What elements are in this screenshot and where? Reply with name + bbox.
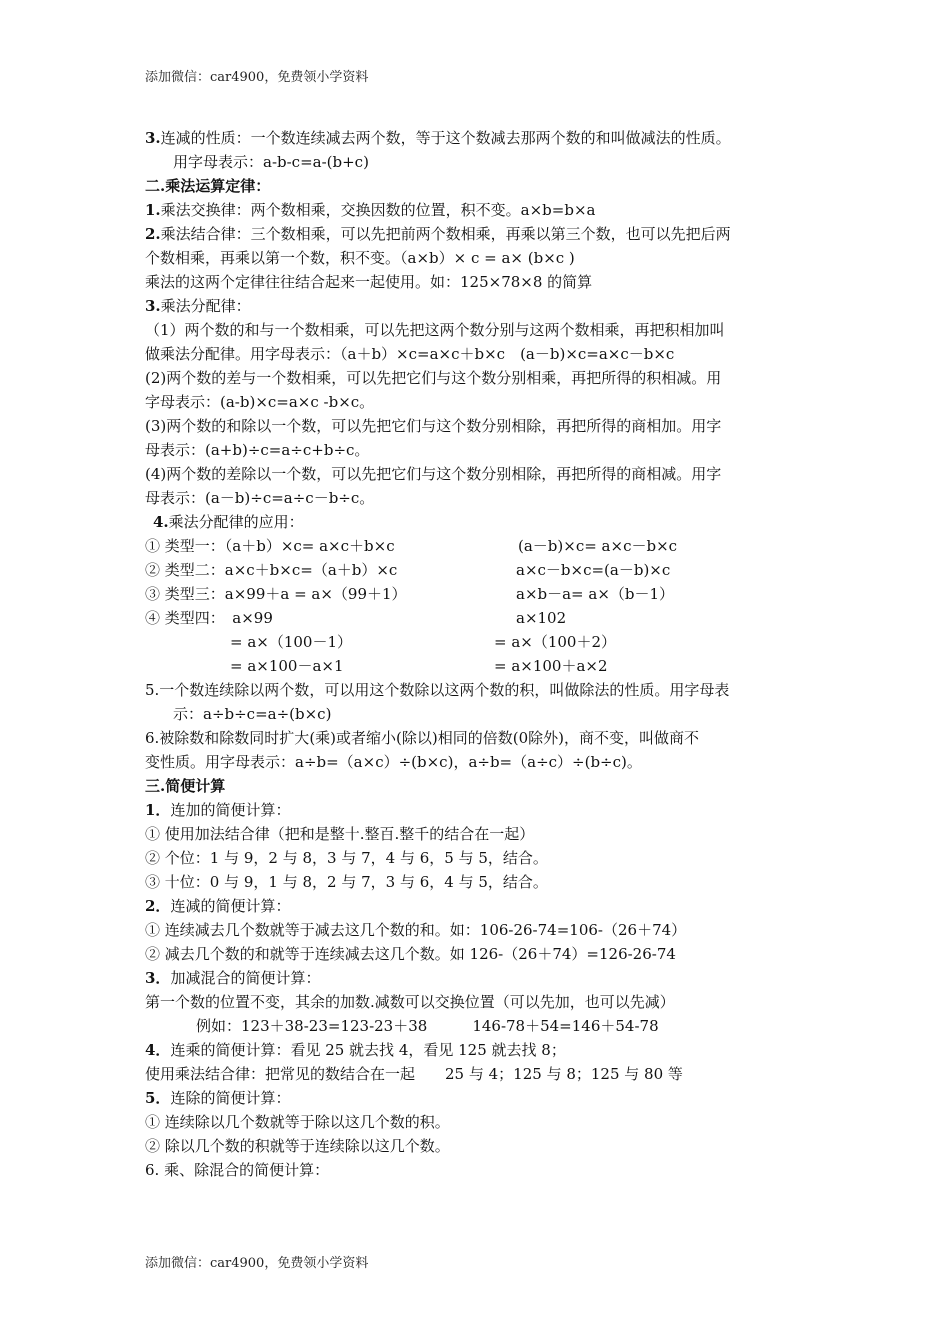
item-number: 1． [145,801,171,819]
type4-step2-left: = a×100－a×1 [230,657,344,675]
type3-left: ③ 类型三：a×99＋a = a×（99＋1） [145,585,407,603]
item-number: 3. [145,297,161,315]
line-mixed-1: 第一个数的位置不变，其余的加数.减数可以交换位置（可以先加，也可以先减） [145,993,675,1011]
line-division-property: 5.一个数连续除以两个数，可以用这个数除以这两个数的积，叫做除法的性质。用字母表 [145,681,730,699]
line-mult-1: 使用乘法结合律：把常见的数结合在一起 25 与 4；125 与 8；125 与 80 等 [145,1065,683,1083]
line-p2b: 字母表示：(a-b)×c=a×c -b×c。 [145,393,375,411]
type2-left: ② 类型二：a×c＋b×c=（a＋b）×c [145,561,398,579]
item-number: 2． [145,897,171,915]
line-div-title [145,1088,290,1108]
line-associative [145,224,731,244]
line-sub-2: ② 减去几个数的和就等于连续减去这几个数。如 126-（26＋74）=126-26-74 [145,945,676,963]
line-formula: 用字母表示：a-b-c=a-(b+c) [173,153,369,171]
line-commutative [145,200,595,220]
line-p3a: (3)两个数的和除以一个数，可以先把它们与这个数分别相除，再把所得的商相加。用字 [145,417,722,435]
line-sub-1: ① 连续减去几个数就等于减去这几个数的和。如：106-26-74=106-（26＋74） [145,921,687,939]
line-subtraction-property [145,128,731,148]
type1-right: (a－b)×c= a×c－b×c [518,537,678,555]
line-mixed-title [145,968,320,988]
line-div-1: ① 连续除以几个数就等于除以这几个数的积。 [145,1113,450,1131]
line-add-3: ③ 十位：0 与 9，1 与 8，2 与 7，3 与 6，4 与 5，结合。 [145,873,548,891]
line-add-1: ① 使用加法结合律（把和是整十.整百.整千的结合在一起） [145,825,535,843]
item-number: 5． [145,1089,171,1107]
text: 连除的简便计算： [170,1089,291,1107]
line-p3b: 母表示：(a+b)÷c=a÷c+b÷c。 [145,441,370,459]
line-quotient-property: 6.被除数和除数同时扩大(乘)或者缩小(除以)相同的倍数(0除外)，商不变，叫做商不 [145,729,699,747]
line-sub-title [145,896,290,916]
text: 乘法分配律： [160,297,251,315]
text: 加减混合的简便计算： [170,969,321,987]
item-number: 3． [145,969,171,987]
line-mult-title [145,1040,566,1060]
line-p2a: (2)两个数的差与一个数相乘，可以先把它们与这个数分别相乘，再把所得的积相减。用 [145,369,722,387]
item-number: 4. [153,513,169,531]
line-muldiv-title: 6. 乘、除混合的简便计算： [145,1161,330,1179]
line-application-title [153,512,304,532]
line-p4a: (4)两个数的差除以一个数，可以先把它们与这个数分别相除，再把所得的商相减。用字 [145,465,722,483]
line-distributive-title [145,296,251,316]
line-quotient-formula: 变性质。用字母表示：a÷b=（a×c）÷(b×c)，a÷b=（a÷c）÷(b÷c)。 [145,753,642,771]
text: 连加的简便计算： [170,801,291,819]
text: 乘法交换律：两个数相乘，交换因数的位置，积不变。a×b=b×a [160,201,596,219]
section-title-multiplication: 二.乘法运算定律： [145,177,271,195]
line-mixed-example: 例如：123＋38-23=123-23＋38 146-78＋54=146＋54-78 [196,1017,659,1035]
line-add-title [145,800,290,820]
line-add-2: ② 个位：1 与 9，2 与 8，3 与 7，4 与 6，5 与 5，结合。 [145,849,548,867]
line-p4b: 母表示：(a－b)÷c=a÷c－b÷c。 [145,489,375,507]
type3-right: a×b－a= a×（b－1） [516,585,675,603]
text: 乘法分配律的应用： [168,513,304,531]
type4-right: a×102 [516,609,567,627]
item-number: 2. [145,225,161,243]
line-p1a: （1）两个数的和与一个数相乘，可以先把这两个数分别与这两个数相乘，再把积相加叫 [145,321,725,339]
item-number: 4． [145,1041,171,1059]
type4-step1-left: = a×（100－1） [230,633,353,651]
type4-step1-right: = a×（100＋2） [494,633,617,651]
item-number: 1. [145,201,161,219]
page-header: 添加微信：car4900，免费领小学资料 [145,70,369,85]
page-footer: 添加微信：car4900，免费领小学资料 [145,1256,369,1271]
type4-left: ④ 类型四： a×99 [145,609,273,627]
text: 连减的性质：一个数连续减去两个数，等于这个数减去那两个数的和叫做减法的性质。 [160,129,731,147]
line-division-formula: 示：a÷b÷c=a÷(b×c) [173,705,332,723]
item-number: 3. [145,129,161,147]
line-p1b: 做乘法分配律。用字母表示：（a＋b）×c=a×c＋b×c (a－b)×c=a×c－b×c [145,345,675,363]
type2-right: a×c－b×c=(a－b)×c [516,561,671,579]
text: 连减的简便计算： [170,897,291,915]
line-combine-note: 乘法的这两个定律往往结合起来一起使用。如：125×78×8 的简算 [145,273,593,291]
type1-left: ① 类型一：（a＋b）×c= a×c＋b×c [145,537,395,555]
type4-step2-right: = a×100＋a×2 [494,657,608,675]
text: 连乘的简便计算：看见 25 就去找 4，看见 125 就去找 8； [170,1041,566,1059]
line-associative-cont: 个数相乘，再乘以第一个数，积不变。（a×b）× c = a× (b×c ) [145,249,575,267]
text: 乘法结合律：三个数相乘，可以先把前两个数相乘，再乘以第三个数，也可以先把后两 [160,225,731,243]
line-div-2: ② 除以几个数的积就等于连续除以这几个数。 [145,1137,450,1155]
section-title-simplified: 三.简便计算 [145,777,226,795]
